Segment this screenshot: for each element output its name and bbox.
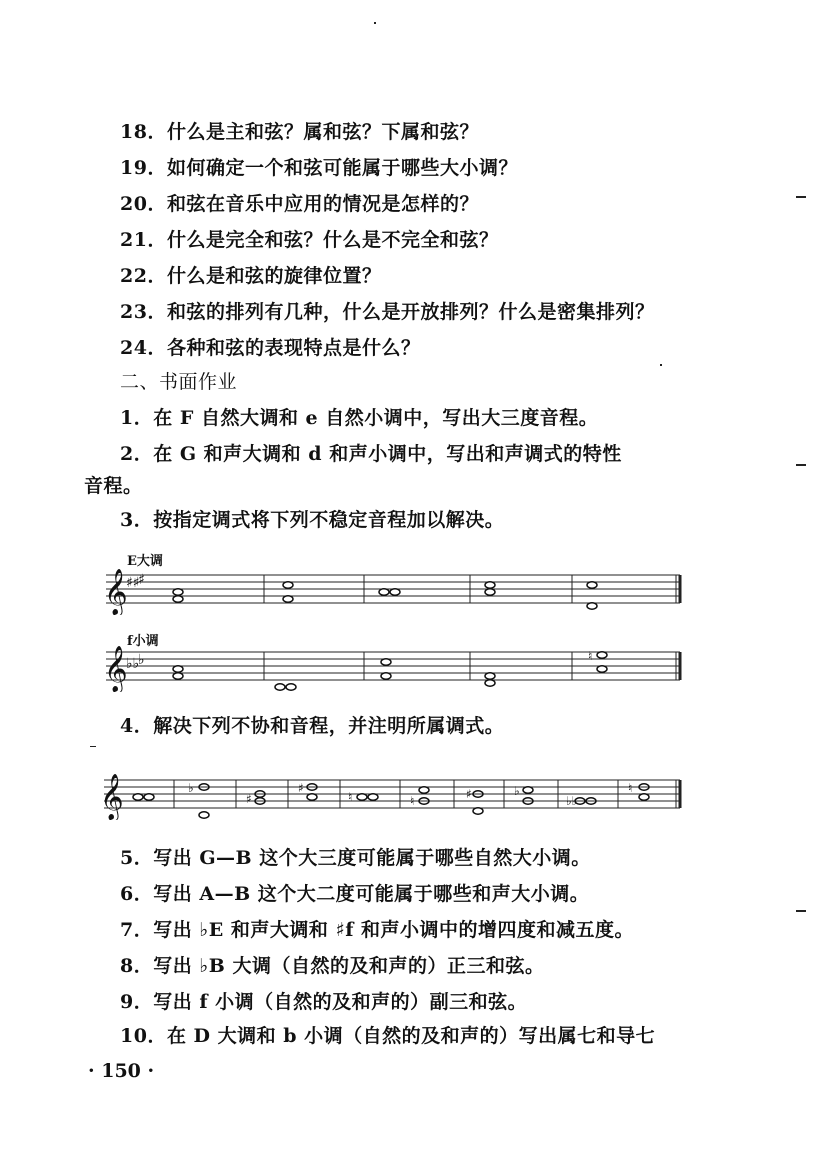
exercise-1: 1．在 F 自然大调和 e 自然小调中，写出大三度音程。 bbox=[120, 407, 599, 429]
question-21: 21．什么是完全和弦？什么是不完全和弦？ bbox=[120, 229, 499, 251]
exercise-2-line2: 音程。 bbox=[84, 475, 143, 497]
question-18: 18．什么是主和弦？属和弦？下属和弦？ bbox=[120, 121, 479, 143]
exercise-8: 8．写出 ♭B 大调（自然的及和声的）正三和弦。 bbox=[120, 955, 545, 977]
question-24: 24．各种和弦的表现特点是什么？ bbox=[120, 337, 421, 359]
music-staff-e-major bbox=[98, 565, 688, 615]
svg-text:♯: ♯ bbox=[138, 572, 145, 588]
svg-text:𝄞: 𝄞 bbox=[100, 774, 124, 820]
question-23: 23．和弦的排列有几种，什么是开放排列？什么是密集排列？ bbox=[120, 301, 655, 323]
scan-mark bbox=[796, 196, 806, 198]
svg-text:♭: ♭ bbox=[138, 652, 145, 668]
svg-text:♯♯: ♯♯ bbox=[126, 575, 140, 591]
svg-text:♮: ♮ bbox=[348, 790, 353, 804]
staff-label-e-major: E大调 bbox=[127, 554, 163, 569]
question-20: 20．和弦在音乐中应用的情况是怎样的？ bbox=[120, 193, 479, 215]
svg-text:♮: ♮ bbox=[628, 781, 633, 795]
svg-text:𝄞: 𝄞 bbox=[104, 646, 128, 692]
svg-text:♯: ♯ bbox=[466, 787, 472, 801]
question-19: 19．如何确定一个和弦可能属于哪些大小调？ bbox=[120, 157, 518, 179]
scan-mark bbox=[374, 22, 376, 24]
scan-mark bbox=[796, 910, 806, 912]
svg-text:♭: ♭ bbox=[188, 781, 194, 795]
exercise-9: 9．写出 f 小调（自然的及和声的）副三和弦。 bbox=[120, 991, 528, 1013]
exercise-6: 6．写出 A—B 这个大二度可能属于哪些和声大小调。 bbox=[120, 883, 590, 905]
scan-mark bbox=[796, 464, 806, 466]
exercise-10: 10．在 D 大调和 b 小调（自然的及和声的）写出属七和导七 bbox=[120, 1025, 656, 1047]
music-staff-dissonant-intervals bbox=[96, 770, 686, 820]
exercise-7: 7．写出 ♭E 和声大调和 ♯f 和声小调中的增四度和减五度。 bbox=[120, 919, 634, 941]
page-number: · 150 · bbox=[88, 1060, 155, 1082]
svg-text:♭♭: ♭♭ bbox=[566, 794, 578, 808]
exercise-3: 3．按指定调式将下列不稳定音程加以解决。 bbox=[120, 509, 505, 531]
exercise-2-line1: 2．在 G 和声大调和 d 和声小调中，写出和声调式的特性 bbox=[120, 443, 622, 465]
exercise-4: 4．解决下列不协和音程，并注明所属调式。 bbox=[120, 715, 505, 737]
svg-text:♭♭: ♭♭ bbox=[126, 656, 140, 672]
svg-text:♮: ♮ bbox=[588, 649, 593, 663]
music-staff-f-minor bbox=[98, 642, 688, 692]
exercise-5: 5．写出 G—B 这个大三度可能属于哪些自然大小调。 bbox=[120, 847, 591, 869]
svg-text:♮: ♮ bbox=[410, 794, 415, 808]
scan-mark bbox=[90, 746, 96, 747]
scan-mark bbox=[660, 364, 662, 366]
svg-text:♯: ♯ bbox=[246, 792, 252, 806]
section-title: 二、书面作业 bbox=[120, 371, 238, 393]
svg-text:𝄞: 𝄞 bbox=[104, 569, 128, 615]
svg-text:♯: ♯ bbox=[298, 781, 304, 795]
staff-label-f-minor: f小调 bbox=[127, 634, 159, 649]
svg-text:♭: ♭ bbox=[514, 784, 520, 798]
question-22: 22．什么是和弦的旋律位置？ bbox=[120, 265, 382, 287]
